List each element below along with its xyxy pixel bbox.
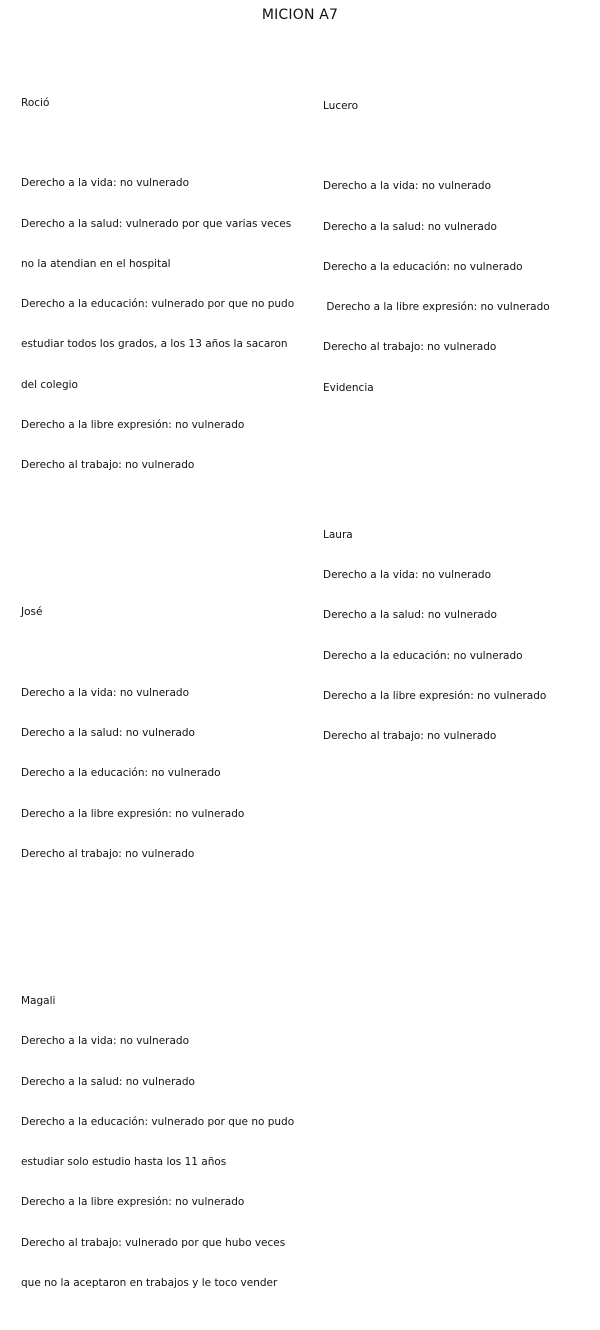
- right-line: Derecho al trabajo: no vulnerado: [323, 341, 497, 354]
- right-line: Derecho a la libre expresión: no vulnerado: [21, 807, 245, 820]
- person-name: Laura: [323, 529, 353, 541]
- person-name: Roció: [21, 97, 50, 110]
- right-line: Derecho a la salud: vulnerado por que varias veces: [21, 217, 292, 230]
- person-name: José: [21, 606, 43, 619]
- person-name: Magali: [21, 995, 56, 1008]
- right-line: estudiar todos los grados, a los 13 años la sacaron: [21, 338, 288, 351]
- right-line: Derecho a la educación: no vulnerado: [323, 260, 523, 273]
- right-line: Derecho a la salud: no vulnerado: [21, 1075, 195, 1088]
- right-line: Derecho a la educación: no vulnerado: [21, 767, 221, 780]
- right-line: que no la aceptaron en trabajos y le toco vender: [21, 1276, 278, 1289]
- evidence-label: Evidencia: [323, 381, 374, 394]
- right-line: Derecho a la educación: vulnerado por que no pudo: [21, 298, 295, 311]
- right-line: Derecho a la salud: no vulnerado: [323, 220, 497, 233]
- right-line: del colegio: [21, 378, 78, 391]
- right-line: Derecho a la vida: no vulnerado: [21, 686, 190, 699]
- right-line: Derecho a la libre expresión: no vulnerado: [21, 1196, 245, 1209]
- right-line: Derecho a la educación: no vulnerado: [323, 649, 523, 662]
- right-line: estudiar solo estudio hasta los 11 años: [21, 1156, 227, 1169]
- right-line: Derecho a la libre expresión: no vulnerado: [323, 689, 547, 702]
- right-line: Derecho al trabajo: no vulnerado: [21, 458, 195, 471]
- right-line: Derecho a la vida: no vulnerado: [323, 569, 492, 582]
- right-line: Derecho al trabajo: no vulnerado: [21, 847, 195, 860]
- right-line: Derecho a la vida: no vulnerado: [21, 1035, 190, 1048]
- right-line: Derecho a la educación: vulnerado por que no pudo: [21, 1115, 295, 1128]
- person-block-magali: [21, 968, 311, 1317]
- person-name: Lucero: [323, 100, 359, 113]
- right-line: Derecho al trabajo: no vulnerado: [323, 730, 497, 743]
- document-title: MICION A7: [261, 7, 339, 23]
- right-line: Derecho a la vida: no vulnerado: [323, 180, 492, 193]
- person-block-jose: [21, 580, 311, 888]
- right-line: Derecho a la vida: no vulnerado: [21, 177, 190, 190]
- person-block-laura: [323, 502, 593, 770]
- right-line: Derecho a la libre expresión: no vulnerado: [323, 301, 550, 314]
- right-line: Derecho a la libre expresión: no vulnerado: [21, 418, 245, 431]
- right-line: Derecho a la salud: no vulnerado: [323, 609, 497, 622]
- right-line: no la atendian en el hospital: [21, 257, 171, 270]
- right-line: Derecho al trabajo: vulnerado por que hubo veces: [21, 1236, 286, 1249]
- person-block-rocio: [21, 70, 311, 499]
- right-line: Derecho a la salud: no vulnerado: [21, 727, 195, 740]
- left-column: [21, 30, 311, 1330]
- person-block-lucero: [323, 73, 593, 422]
- right-column: [323, 33, 593, 784]
